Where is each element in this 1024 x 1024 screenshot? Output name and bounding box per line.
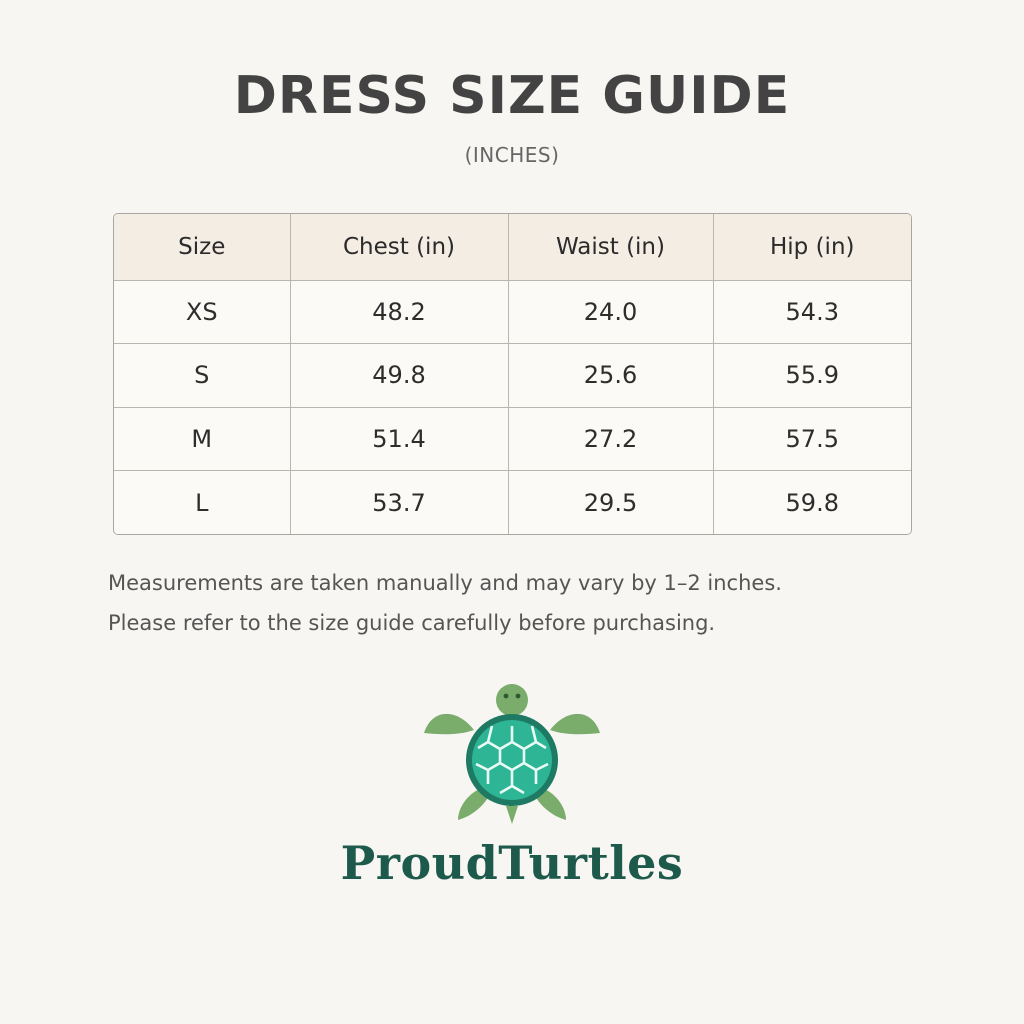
page-title: DRESS SIZE GUIDE	[233, 66, 791, 126]
table-row	[114, 407, 911, 471]
waist-cell: 27.2	[508, 407, 713, 471]
column-header-chest: Chest (in)	[290, 214, 508, 280]
column-header-hip: Hip (in)	[713, 214, 911, 280]
table-header-row	[114, 214, 911, 280]
measurement-note: Measurements are taken manually and may vary by 1–2 inches.	[108, 571, 782, 595]
table-row	[114, 280, 911, 344]
hip-cell: 57.5	[713, 407, 911, 471]
waist-cell: 29.5	[508, 471, 713, 535]
column-header-size: Size	[114, 214, 290, 280]
hip-cell: 55.9	[713, 344, 911, 408]
size-cell: S	[114, 344, 290, 408]
size-cell: XS	[114, 280, 290, 344]
table-row	[114, 344, 911, 408]
waist-cell: 25.6	[508, 344, 713, 408]
size-table	[113, 213, 912, 535]
table-row	[114, 471, 911, 535]
hip-cell: 59.8	[713, 471, 911, 535]
turtle-icon	[412, 678, 612, 830]
size-cell: L	[114, 471, 290, 535]
page-subtitle: (INCHES)	[464, 143, 560, 167]
purchase-note: Please refer to the size guide carefully before purchasing.	[108, 611, 716, 635]
chest-cell: 49.8	[290, 344, 508, 408]
chest-cell: 53.7	[290, 471, 508, 535]
size-cell: M	[114, 407, 290, 471]
column-header-waist: Waist (in)	[508, 214, 713, 280]
chest-cell: 48.2	[290, 280, 508, 344]
chest-cell: 51.4	[290, 407, 508, 471]
waist-cell: 24.0	[508, 280, 713, 344]
brand-wordmark: ProudTurtles	[340, 836, 684, 890]
hip-cell: 54.3	[713, 280, 911, 344]
